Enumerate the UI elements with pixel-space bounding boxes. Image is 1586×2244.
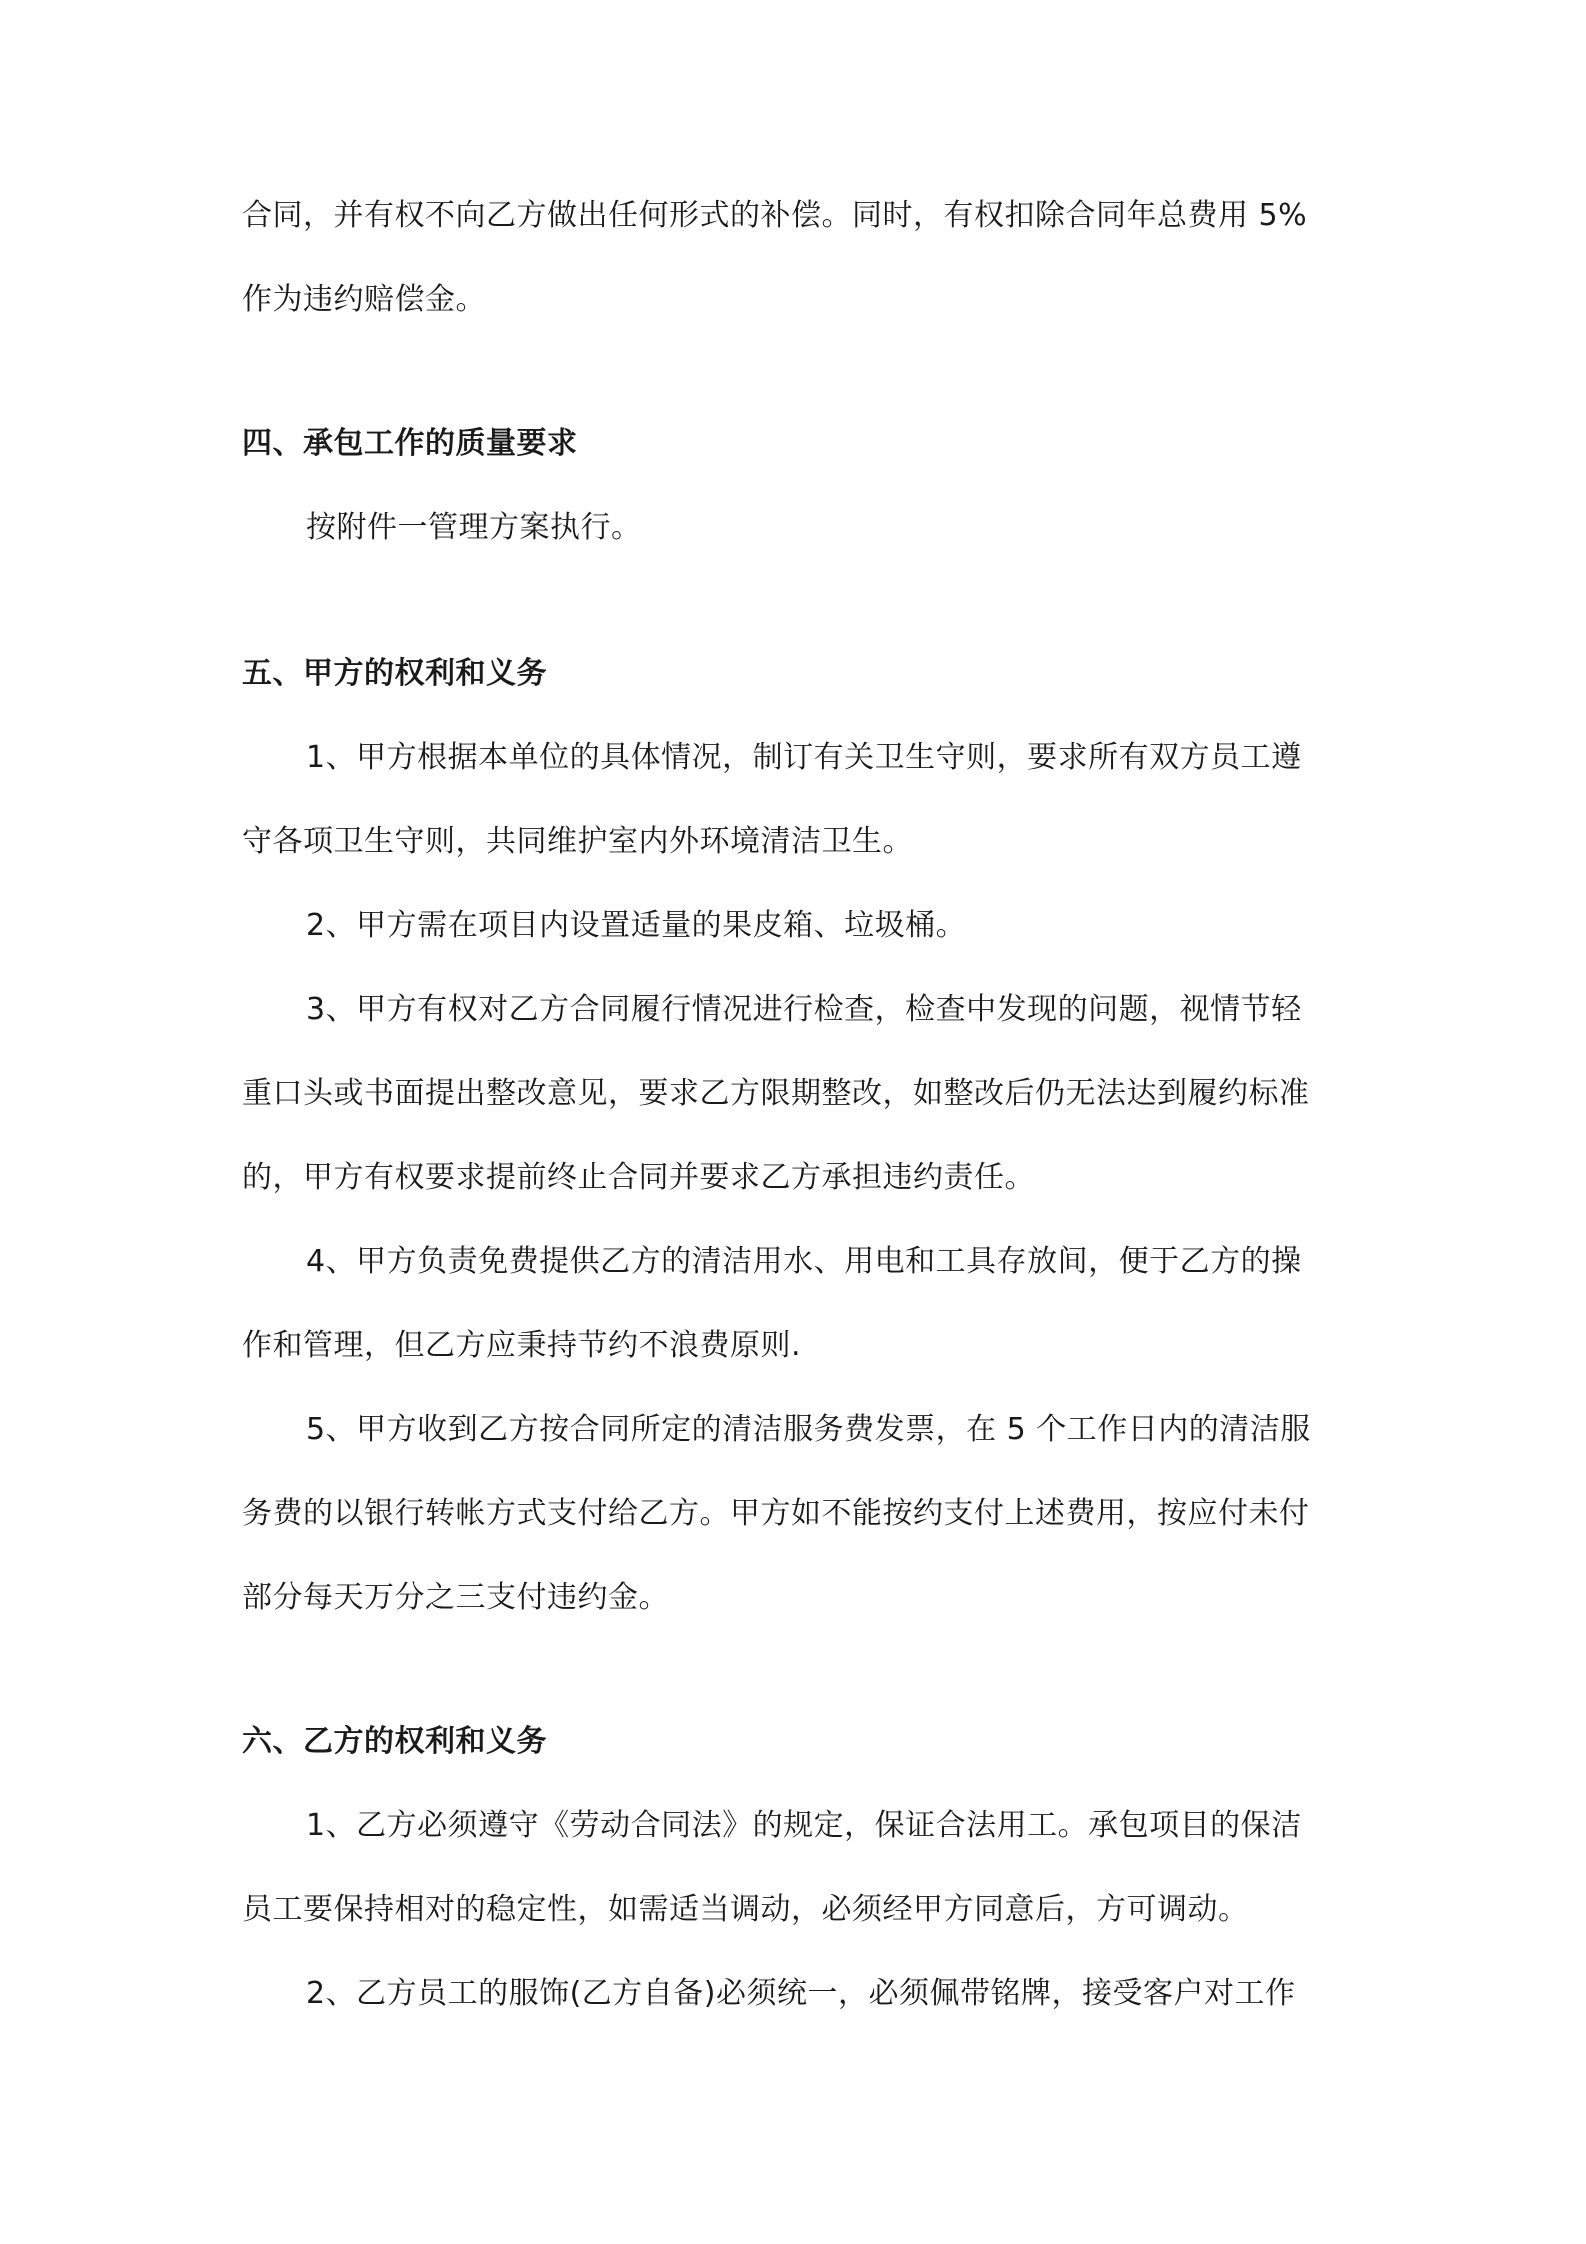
section-5-item-4-line-1: 4、甲方负责免费提供乙方的清洁用水、用电和工具存放间，便于乙方的操 [306, 1244, 1302, 1279]
section-5-item-5-line-3: 部分每天万分之三支付违约金。 [242, 1580, 669, 1615]
section-5-item-1-line-2: 守各项卫生守则，共同维护室内外环境清洁卫生。 [242, 824, 913, 859]
section-5-item-1-line-1: 1、甲方根据本单位的具体情况，制订有关卫生守则，要求所有双方员工遵 [306, 740, 1302, 775]
section-5-item-2: 2、甲方需在项目内设置适量的果皮箱、垃圾桶。 [306, 908, 967, 943]
section-5-item-4-line-2: 作和管理，但乙方应秉持节约不浪费原则. [242, 1328, 802, 1363]
section-6-item-1-line-2: 员工要保持相对的稳定性，如需适当调动，必须经甲方同意后，方可调动。 [242, 1892, 1249, 1927]
section-5-item-3-line-3: 的，甲方有权要求提前终止合同并要求乙方承担违约责任。 [242, 1160, 1035, 1195]
section-6-item-2-line-1: 2、乙方员工的服饰(乙方自备)必须统一，必须佩带铭牌，接受客户对工作 [306, 1976, 1296, 2011]
section-6-item-1-line-1: 1、乙方必须遵守《劳动合同法》的规定，保证合法用工。承包项目的保洁 [306, 1808, 1302, 1843]
intro-line-2: 作为违约赔偿金。 [242, 282, 486, 317]
intro-line-1: 合同，并有权不向乙方做出任何形式的补偿。同时，有权扣除合同年总费用 5% [242, 198, 1308, 233]
section-5-item-3-line-2: 重口头或书面提出整改意见，要求乙方限期整改，如整改后仍无法达到履约标准 [242, 1076, 1310, 1111]
section-4-body: 按附件一管理方案执行。 [306, 510, 642, 545]
section-6-heading: 六、乙方的权利和义务 [242, 1724, 547, 1759]
section-5-item-5-line-1: 5、甲方收到乙方按合同所定的清洁服务费发票，在 5 个工作日内的清洁服 [306, 1412, 1311, 1447]
section-5-item-3-line-1: 3、甲方有权对乙方合同履行情况进行检查，检查中发现的问题，视情节轻 [306, 992, 1302, 1027]
section-5-heading: 五、甲方的权利和义务 [242, 656, 547, 691]
section-4-heading: 四、承包工作的质量要求 [242, 426, 578, 461]
section-5-item-5-line-2: 务费的以银行转帐方式支付给乙方。甲方如不能按约支付上述费用，按应付未付 [242, 1496, 1310, 1531]
